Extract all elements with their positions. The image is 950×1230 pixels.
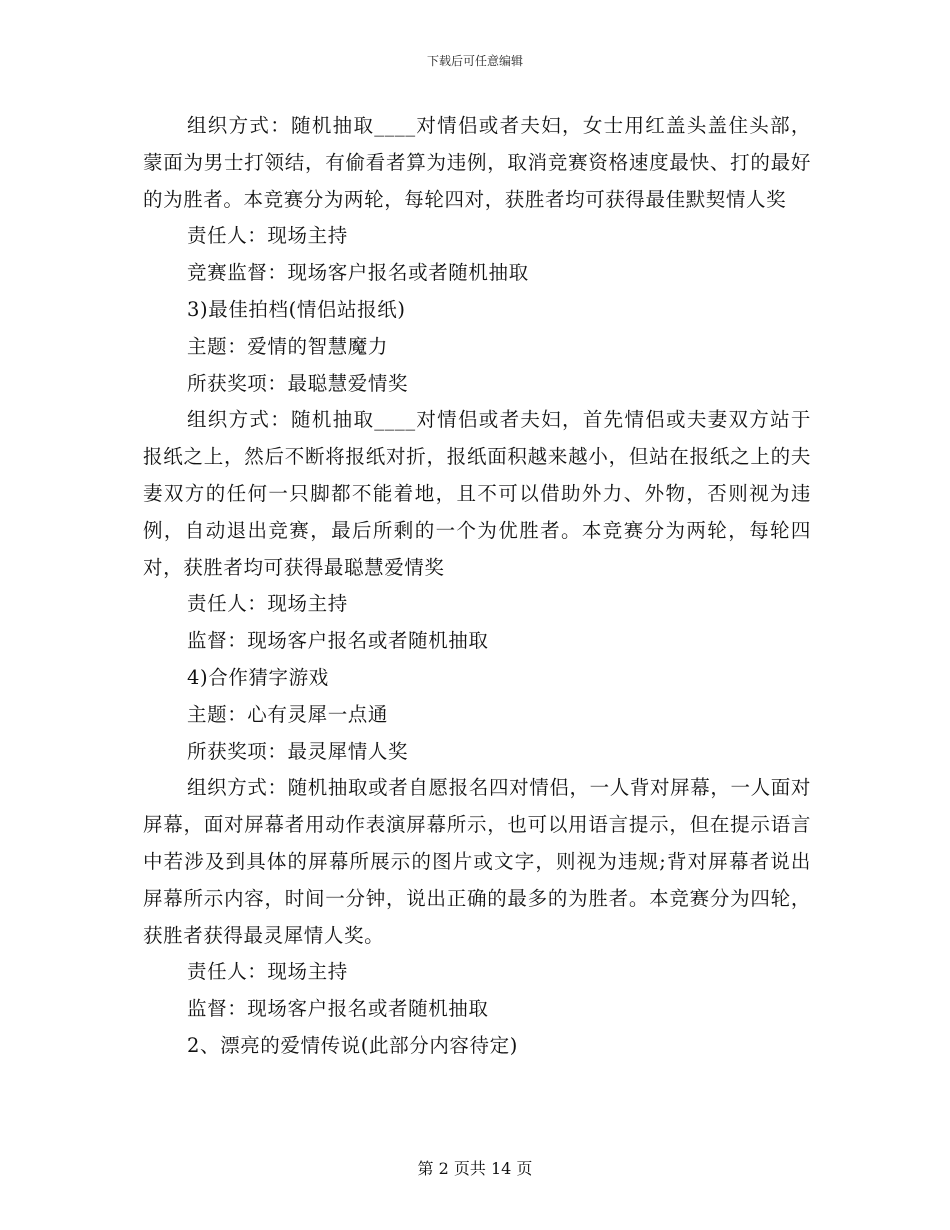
paragraph-section-love-legend: 2、漂亮的爱情传说(此部分内容待定) [187, 1033, 518, 1057]
paragraph-supervision-1: 竞赛监督：现场客户报名或者随机抽取 [187, 261, 529, 285]
paragraph-theme-1: 主题：爱情的智慧魔力 [187, 334, 389, 358]
paragraph-responsible-person-3: 责任人：现场主持 [187, 960, 348, 984]
paragraph-organization-method-1: 组织方式：随机抽取____对情侣或者夫妇，女士用红盖头盖住头部，蒙面为男士打领结，有偷看者算为违例，取消竞赛资格速度最快、打的最好的为胜者。本竞赛分为两轮，每轮四对，获胜者均可获得最佳默契情人奖 [143, 114, 811, 211]
paragraph-supervision-3: 监督：现场客户报名或者随机抽取 [187, 997, 489, 1021]
paragraph-award-2: 所获奖项：最灵犀情人奖 [187, 739, 409, 763]
paragraph-responsible-person-2: 责任人：现场主持 [187, 592, 348, 616]
paragraph-section-word-guess: 4)合作猜字游戏 [187, 665, 329, 689]
document-body [143, 108, 811, 1065]
page-header-note: 下载后可任意编辑 [426, 54, 523, 68]
paragraph-organization-method-2: 组织方式：随机抽取____对情侣或者夫妇，首先情侣或夫妻双方站于报纸之上，然后不断将报纸对折，报纸面积越来越小，但站在报纸之上的夫妻双方的任何一只脚都不能着地，且不可以借助外力、外物，否则视为违例，自动退出竞赛，最后所剩的一个为优胜者。本竞赛分为两轮，每轮四对，获胜者均可获得最聪慧爱情奖 [143, 408, 811, 579]
paragraph-supervision-2: 监督：现场客户报名或者随机抽取 [187, 629, 489, 653]
paragraph-organization-method-3: 组织方式：随机抽取或者自愿报名四对情侣，一人背对屏幕，一人面对屏幕，面对屏幕者用动作表演屏幕所示，也可以用语言提示，但在提示语言中若涉及到具体的屏幕所展示的图片或文字，则视为违规;背对屏幕者说出屏幕所示内容，时间一分钟，说出正确的最多的为胜者。本竞赛分为四轮，获胜者获得最灵犀情人奖。 [143, 776, 811, 947]
page-number: 第 2 页共 14 页 [417, 1159, 533, 1178]
paragraph-theme-2: 主题：心有灵犀一点通 [187, 702, 389, 726]
paragraph-award-1: 所获奖项：最聪慧爱情奖 [187, 371, 409, 395]
paragraph-responsible-person-1: 责任人：现场主持 [187, 224, 348, 248]
paragraph-section-best-partner: 3)最佳拍档(情侣站报纸) [187, 297, 406, 321]
